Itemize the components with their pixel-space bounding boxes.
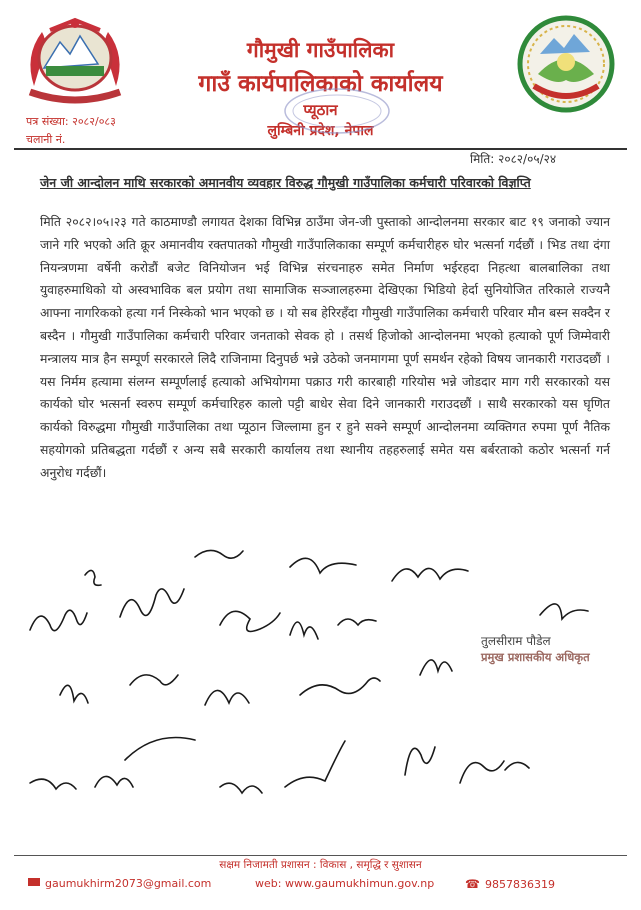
- signature-15: [300, 678, 380, 695]
- letter-date: मिति: २०८२/०५/२४: [470, 152, 557, 166]
- letter-subject: जेन जी आन्दोलन माथि सरकारको अमानवीय व्यवहार विरुद्ध गौमुखी गाउँपालिका कर्मचारी परिवारको विज्ञप्ति: [40, 175, 531, 190]
- signature-20: [285, 741, 345, 787]
- letter-number: पत्र संख्या: २०८२/०८३: [26, 115, 116, 128]
- footer-slogan: सक्षम निजामती प्रशासन : विकास , समृद्धि र सुशासन: [219, 859, 422, 871]
- signature-9: [392, 568, 468, 581]
- signature-22: [460, 761, 504, 783]
- footer-website[interactable]: web: www.gaumukhimun.gov.np: [255, 877, 435, 890]
- office-stamp: [282, 86, 392, 136]
- signature-14: [205, 690, 249, 705]
- email-text: gaumukhirm2073@gmail.com: [45, 877, 212, 890]
- signature-6: [290, 558, 356, 573]
- signature-18: [125, 738, 195, 761]
- signature-8: [338, 619, 376, 625]
- letter-body: मिति २०८२।०५।२३ गते काठमाण्डौ लगायत देशका विभिन्न ठाउँमा जेन-जी पुस्ताको आन्दोलनमा सरकार बाट १९ जनाको ज्यान जाने गरि भएको अति क्रूर अमानवीय रक्तपातको गौमुखी गाउँपालिकाका सम्पूर्ण कर्मचारीहरु घोर भत्सर्ना गर्दछौं । भिड तथा दंगा नियन्त्रणमा वर्षेनी करोडौं बजेट विनियोजन भई विभिन्न संरचनाहरु समेत निर्माण भईरहदा निहत्था बालबालिका तथा युवाहरुमाथिको यो अस्वभाविक बल प्रयोग तथा सामाजिक सञ्जालहरुमा देखिएका भिडियो हेर्दा सुनियोजित तरिकाले राज्यनै आफ्ना नागरिकको हत्या गर्न निस्केको भान भएको छ । यो सब हेरिरहँदा गौमुखी गाउँपालिका कर्मचारी परिवार मौन बस्न सक्दैन र बस्दैन । गौमुखी गाउँपालिका कर्मचारी परिवार जनताको सेवक हो । तसर्थ हिजोको आन्दोलनमा भएको हत्याको पूर्ण जिम्मेवारी मन्त्रालय मात्र हैन सम्पूर्ण सरकारले लिदै राजिनामा दिनुपर्छ भन्ने उठेको जनमागमा पूर्ण समर्थन रहेको विषय जानकारी गराउदछौं । यस निर्मम हत्यामा संलग्न सम्पूर्णलाई हत्याको अभियोगमा पक्राउ गरी कारबाही गरियोस भन्ने जोडदार माग गरी सरकारको यस कार्यको घोर भत्सर्ना स्वरुप सम्पूर्ण कर्मचारिहरु कालो पट्टी बाधेर सेवा दिने जानकारी गराउदछौं । साथै सरकारको यस घृणित कार्यको विरुद्धमा गौमुखी गाउँपालिका तथा प्यूठान जिल्लामा हुन र हुने सक्ने सम्पूर्ण आन्दोलनमा व्यक्तिगत रुपमा पूर्ण नैतिक सहयोगको प्रतिबद्धता गर्दछौं र अन्य सबै सरकारी कार्यालय तथा स्थानीय तहहरुलाई समेत यस बर्बरताको कठोर भत्सर्ना गर्न अनुरोध गर्दछौं।: [40, 214, 610, 480]
- signature-4: [195, 550, 243, 558]
- signature-2: [85, 570, 101, 585]
- office-subtitle: गाउँ कार्यपालिकाको कार्यालय: [198, 71, 443, 97]
- signatory-title: प्रमुख प्रशासकीय अधिकृत: [481, 650, 590, 664]
- footer-email[interactable]: [28, 877, 211, 890]
- footer-divider: [14, 855, 627, 856]
- signature-19: [220, 783, 262, 793]
- address-line-2: लुम्बिनी प्रदेश, नेपाल: [267, 123, 374, 139]
- signature-21: [405, 747, 435, 775]
- mail-icon: [28, 878, 40, 886]
- signature-10: [420, 660, 452, 675]
- signature-3: [120, 589, 184, 617]
- signature-13: [130, 675, 178, 685]
- address-line-1: प्यूठान: [303, 101, 338, 119]
- signatory-name: तुलसीराम पौडेल: [481, 634, 551, 648]
- office-name: गौमुखी गाउँपालिका: [246, 38, 395, 62]
- signature-23: [505, 762, 529, 770]
- signature-12: [60, 685, 88, 703]
- signature-1: [30, 610, 87, 630]
- signature-7: [290, 622, 318, 639]
- signature-17: [95, 776, 133, 787]
- signature-11: [540, 604, 588, 619]
- signature-5: [220, 611, 280, 631]
- signatures-area: [0, 525, 641, 850]
- phone-icon: ☎: [465, 877, 480, 891]
- signature-16: [30, 779, 76, 789]
- municipality-logo: [516, 14, 616, 114]
- phone-text: 9857836319: [484, 878, 555, 891]
- dispatch-number: चलानी नं.: [26, 133, 66, 146]
- footer-phone[interactable]: [465, 877, 555, 891]
